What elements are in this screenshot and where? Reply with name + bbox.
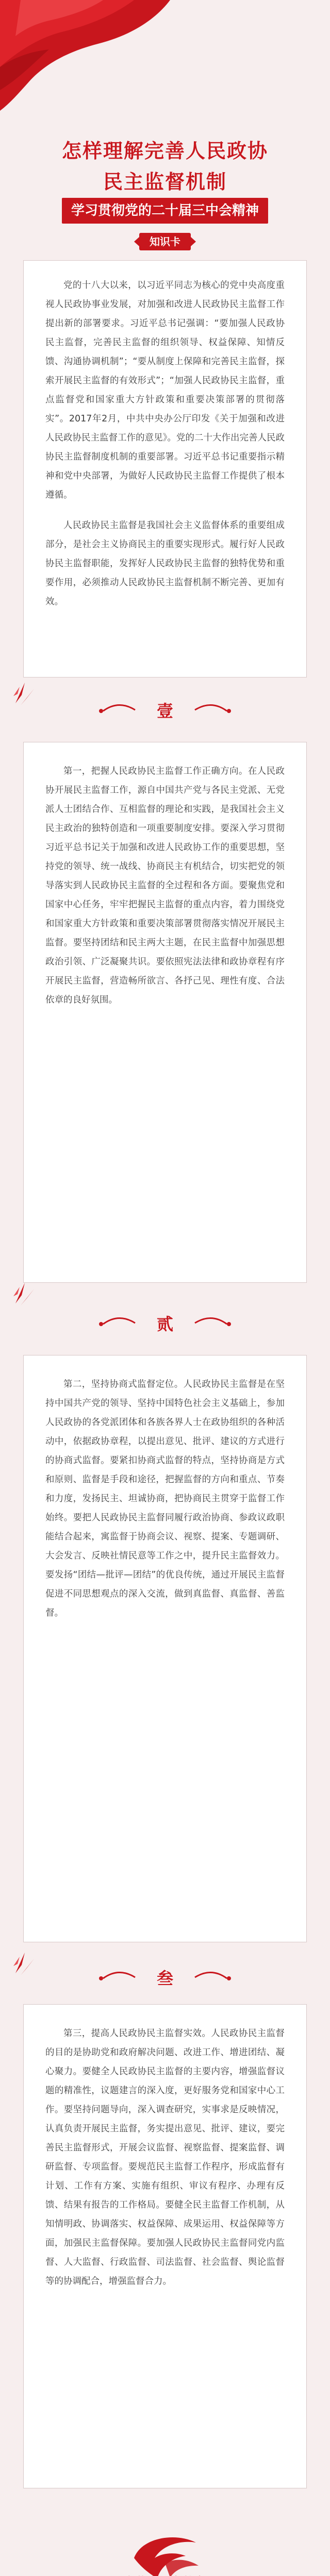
- section-card-1: [23, 742, 307, 1283]
- section-number-ornament: [0, 1814, 330, 1855]
- subtitle-banner: 学习贯彻党的二十届三中会精神: [62, 198, 268, 224]
- section-card-3: [23, 2004, 307, 2488]
- section-text-3: 第三，提高人民政协民主监督实效。人民政协民主监督的目的是协助党和政府解决问题、改进工作、增进团结、凝心聚力。要健全人民政协民主监督的主要内容，增强监督议题的精准性，议题建言的深入度，更好服务党和国家中心工作。要坚持问题导向，深入调查研究，实事求是反映情况，认真负责开展民主监督，务实提出意见、批评、建议，要完善民主监督形式，开展会议监督、视察监督、提案监督、调研监督、专项监督。要规范民主监督工作程序，形成监督有计划、工作有方案、实施有组织、审议有程序、办理有反馈、结果有报告的工作格局。要健全民主监督工作机制，从知情明政、协调落实、权益保障、成果运用、权益保障等方面，加强民主监督保障。要加强人民政协民主监督同党内监督、人大监督、行政监督、司法监督、社会监督、舆论监督等的协调配合，增强监督合力。: [45, 2028, 285, 2286]
- section-number-1: 壹: [156, 701, 173, 721]
- section-number-2: 贰: [156, 1314, 173, 1334]
- section-text-1: 第一，把握人民政协民主监督工作正确方向。在人民政协开展民主监督工作，源自中国共产党与各民主党派、无党派人士团结合作、互相监督的理论和实践，是我国社会主义民主政治的独特创造和一项重要制度安排。要深入学习贯彻习近平总书记关于加强和改进人民政协工作的重要思想，坚持党的领导、统一战线、协商民主有机结合，切实把党的领导落实到人民政协民主监督的全过程和各方面。要聚焦党和国家中心任务，牢牢把握民主监督的重点内容，着力围绕党和国家重大方针政策和重要决策部署贯彻落实情况开展民主监督。要坚持团结和民主两大主题，在民主监督中加强思想政治引领、广泛凝聚共识。要依照宪法法律和政协章程有序开展民主监督，营造畅所欲言、各抒己见、理性有度、合法依章的良好氛围。: [45, 766, 285, 1005]
- page-title-line2: 民主监督机制: [103, 171, 227, 193]
- section-number-3: 叁: [156, 1969, 173, 1988]
- brand-logo-text: [0, 2573, 330, 2576]
- intro-paragraph-2: 人民政协民主监督是我国社会主义监督体系的重要组成部分，是社会主义协商民主的重要实现形式。履行好人民政协民主监督职能，发挥好人民政协民主监督的独特优势和重要作用，必须推动人民政协民主监督机制不断完善、更加有效。: [45, 520, 285, 607]
- page-title-line1: 怎样理解完善人民政协: [61, 140, 268, 162]
- red-flag-decoration: [0, 0, 170, 113]
- section-text-2: 第二，坚持协商式监督定位。人民政协民主监督是在坚持中国共产党的领导、坚持中国特色社会主义基础上，参加人民政协的各党派团体和各族各界人士在政协组织的各种活动中，依据政协章程，以提出意见、批评、建议的方式进行的协商式监督。要紧扣协商式监督的特点，坚持协商是方式和原则、监督是手段和途径，把握监督的方向和重点、节奏和力度，发扬民主、坦诚协商，把协商民主贯穿于监督工作始终。要把人民政协民主监督同履行政治协商、参政议政职能结合起来，寓监督于协商会议、视察、提案、专题调研、大会发言、反映社情民意等工作之中，提升民主监督效力。要发扬“团结—批评—团结”的优良传统，通过开展民主监督促进不同思想观点的深入交流，做到真监督、真监督、善监督。: [45, 1379, 285, 1618]
- brand-logo-icon: [113, 2522, 217, 2576]
- intro-card: [23, 260, 307, 677]
- hero-banner: [0, 0, 330, 268]
- intro-paragraph-1: 党的十八大以来，以习近平同志为核心的党中央高度重视人民政协事业发展，对加强和改进人民政协民主监督工作提出新的部署要求。习近平总书记强调：“要加强人民政协民主监督，完善民主监督的组织领导、权益保障、知情反馈、沟通协调机制”；“要从制度上保障和完善民主监督，探索开展民主监督的有效形式”；“加强人民政协民主监督，重点监督党和国家重大方针政策和重要决策部署的贯彻落实”。2017年2月，中共中央办公厅印发《关于加强和改进人民政协民主监督工作的意见》。党的二十大作出完善人民政协民主监督制度机制的重要部署。习近平总书记重要指示精神和党中央部署，为做好人民政协民主监督工作提供了根本遵循。: [45, 280, 285, 500]
- knowledge-card-badge: 知识卡: [139, 233, 191, 250]
